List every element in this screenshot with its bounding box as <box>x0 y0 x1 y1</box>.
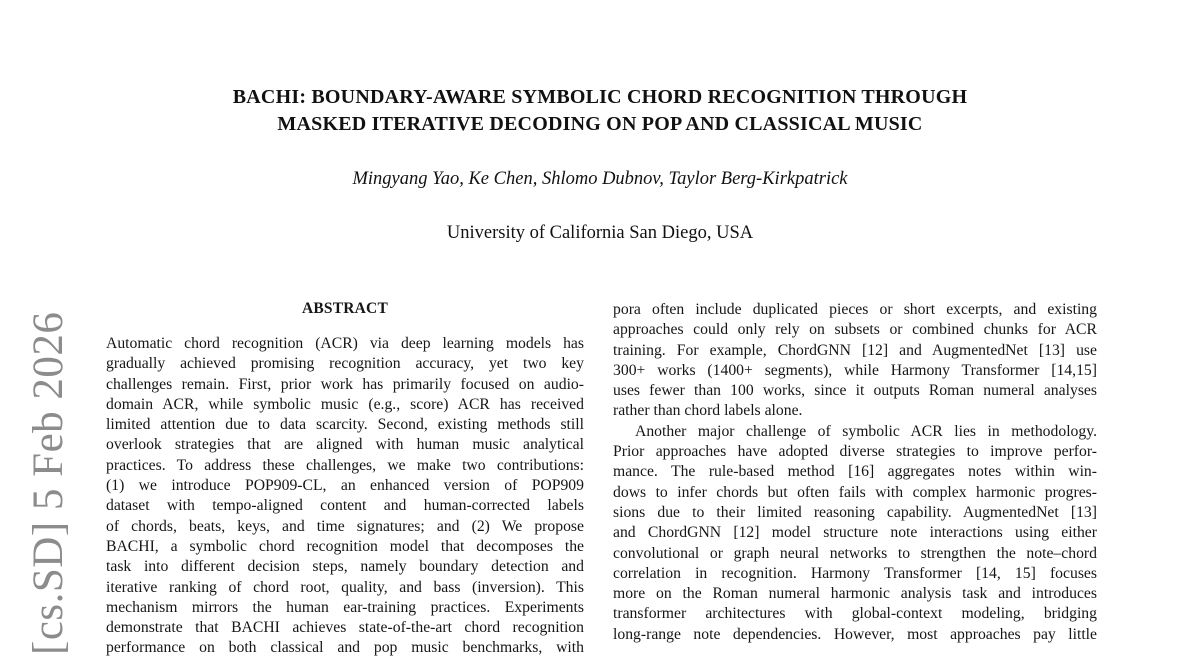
text-line: long-range note dependencies. However, most approaches pay little <box>613 625 1097 643</box>
text-line: demonstrate that BACHI achieves state-of-the-art chord recognition <box>106 619 584 637</box>
text-line: correlation in recognition. Harmony Transformer [14, 15] focuses <box>613 564 1097 582</box>
right-column <box>613 300 1097 645</box>
text-line: iterative ranking of chord root, quality, and bass (inversion). This <box>106 578 584 596</box>
abstract-heading: ABSTRACT <box>301 300 388 317</box>
text-line: practices. To address these challenges, we make two contributions: <box>106 456 584 474</box>
text-line: BACHI, a symbolic chord recognition model that decomposes the <box>106 537 584 555</box>
text-line: dataset with tempo-aligned content and human-corrected labels <box>106 497 584 515</box>
paper-title <box>0 84 1200 137</box>
abstract-body <box>106 334 584 657</box>
text-line: sions due to their limited reasoning capability. AugmentedNet [13] <box>613 503 1097 521</box>
text-line: Prior approaches have adopted diverse strategies to improve perfor- <box>613 443 1097 461</box>
text-line: more on the Roman numeral harmonic analysis task and introduces <box>613 585 1097 603</box>
text-line: and ChordGNN [12] model structure note interactions using either <box>613 524 1097 542</box>
author-list: Mingyang Yao, Ke Chen, Shlomo Dubnov, Taylor Berg-Kirkpatrick <box>352 169 848 189</box>
text-line: domain ACR, while symbolic music (e.g., score) ACR has received <box>106 395 584 413</box>
text-line: training. For example, ChordGNN [12] and AugmentedNet [13] use <box>613 341 1097 359</box>
text-line: mechanism mirrors the human ear-training practices. Experiments <box>106 598 584 616</box>
text-line: pora often include duplicated pieces or short excerpts, and existing <box>613 301 1097 318</box>
paper-title-line1: BACHI: BOUNDARY-AWARE SYMBOLIC CHORD RECOGNITION THROUGH <box>232 86 968 108</box>
text-line: mance. The rule-based method [16] aggregates notes within win- <box>613 463 1097 481</box>
text-line: 300+ works (1400+ segments), while Harmony Transformer [14,15] <box>613 361 1097 379</box>
text-line: limited attention due to data scarcity. Second, existing methods still <box>106 416 584 434</box>
text-line: rather than chord labels alone. <box>613 402 803 420</box>
paper-title-line2: MASKED ITERATIVE DECODING ON POP AND CLASSICAL MUSIC <box>277 112 923 135</box>
arxiv-watermark: [cs.SD] 5 Feb 2026 <box>25 311 72 655</box>
text-line: dows to infer chords but often fails with complex harmonic progres- <box>613 483 1097 501</box>
text-line: convolutional or graph neural networks to strengthen the note–chord <box>613 544 1097 562</box>
text-line: task into different decision steps, namely boundary detection and <box>106 558 584 576</box>
text-line: transformer architectures with global-context modeling, bridging <box>613 605 1097 623</box>
text-line: uses fewer than 100 works, since it outputs Roman numeral analyses <box>613 382 1097 400</box>
affiliation: University of California San Diego, USA <box>446 223 754 243</box>
text-line: performance on both classical and pop music benchmarks, with <box>106 639 584 657</box>
text-line: of chords, beats, keys, and time signatures; and (2) We propose <box>106 517 584 535</box>
text-line: approaches could only rely on subsets or combined chunks for ACR <box>613 321 1097 339</box>
text-line: challenges remain. First, prior work has primarily focused on audio- <box>106 375 584 393</box>
text-line: gradually achieved promising recognition accuracy, yet two key <box>106 355 584 373</box>
left-column <box>106 300 584 657</box>
text-line: Automatic chord recognition (ACR) via deep learning models has <box>106 335 584 352</box>
text-line: Another major challenge of symbolic ACR lies in methodology. <box>635 422 1097 440</box>
text-line: overlook strategies that are aligned with human music analytical <box>106 436 584 454</box>
text-line: (1) we introduce POP909-CL, an enhanced version of POP909 <box>106 477 584 495</box>
